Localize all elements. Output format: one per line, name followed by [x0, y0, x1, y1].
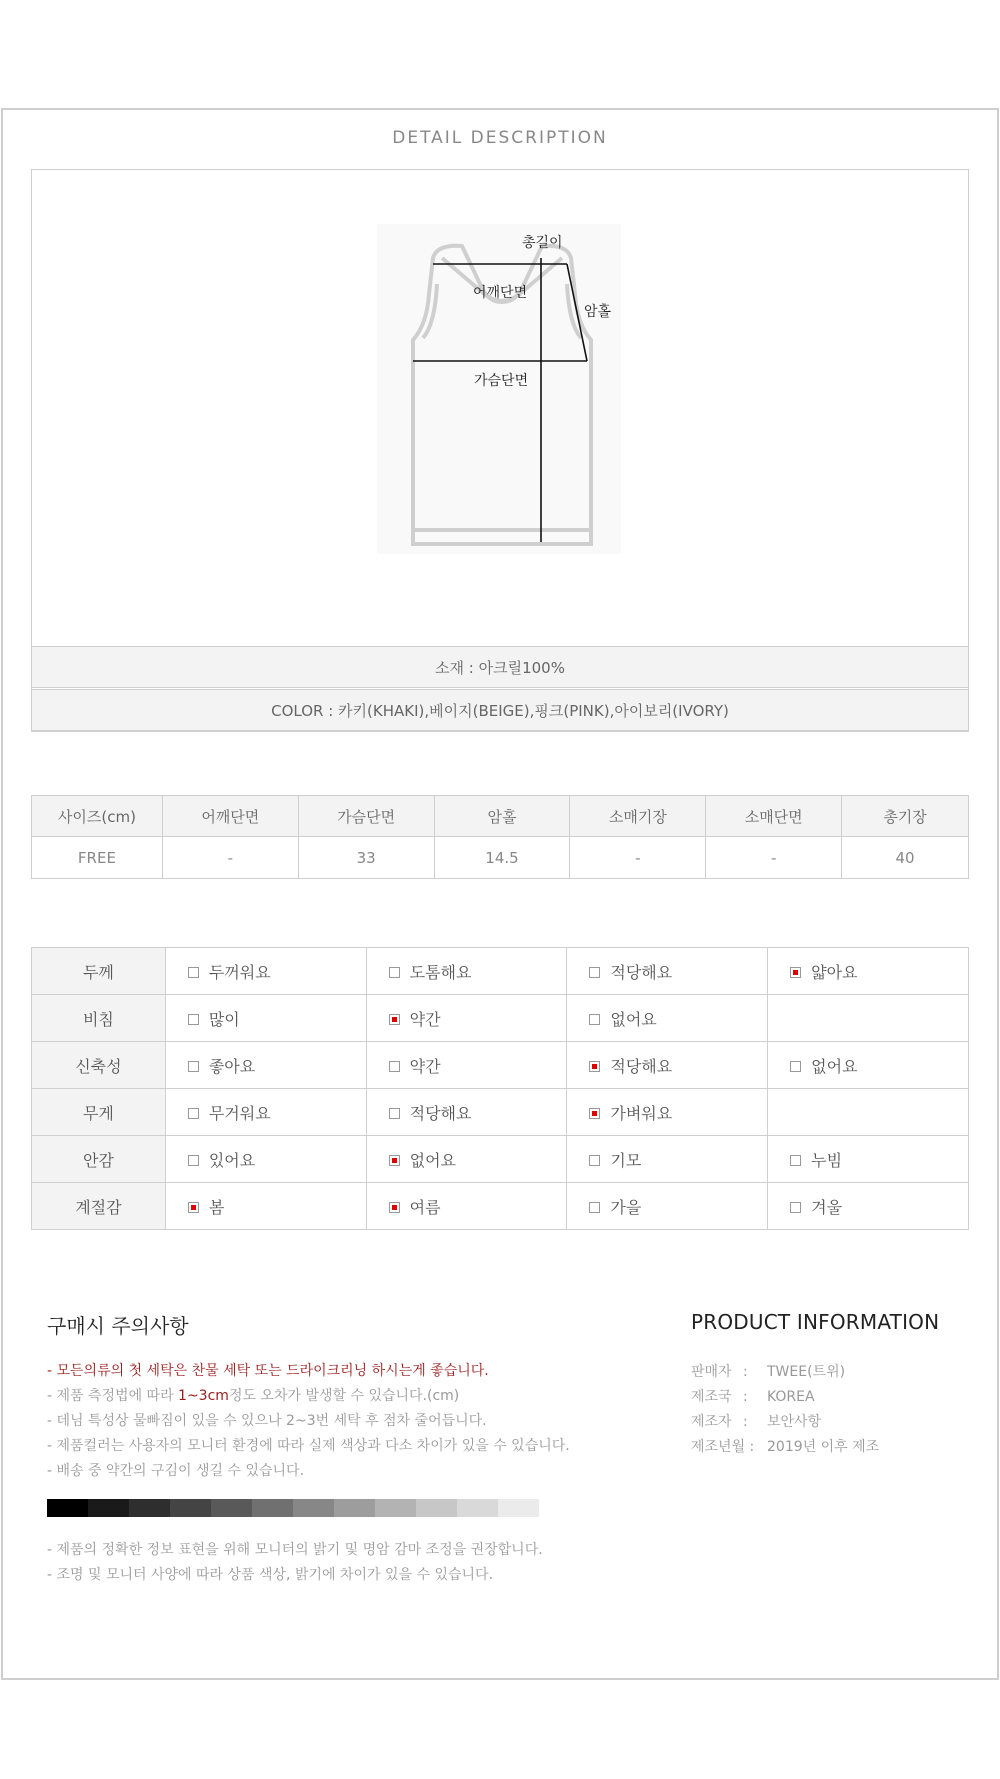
- checkbox-checked-icon[interactable]: [389, 1014, 400, 1025]
- gray-swatch: [293, 1499, 334, 1517]
- checkbox-checked-icon[interactable]: [389, 1202, 400, 1213]
- size-table-header: [32, 796, 969, 837]
- attr-option-empty: [768, 1089, 969, 1136]
- size-header-cell: 암홀: [434, 796, 570, 837]
- info-colon: :: [743, 1414, 748, 1430]
- notice-text: - 제품 측정법에 따라: [47, 1388, 179, 1404]
- attr-option[interactable]: [768, 1136, 969, 1183]
- attr-option[interactable]: [366, 995, 567, 1042]
- attr-option-text: 적당해요: [610, 962, 673, 982]
- attr-option-text: 가벼워요: [610, 1103, 673, 1123]
- attr-row-sheerness: [32, 995, 969, 1042]
- size-value-cell: FREE: [32, 837, 163, 879]
- attr-option-text: 기모: [610, 1150, 642, 1170]
- attr-row-lining: [32, 1136, 969, 1183]
- gray-swatch: [170, 1499, 211, 1517]
- checkbox-icon[interactable]: [389, 1061, 400, 1072]
- attr-option[interactable]: [567, 1042, 768, 1089]
- checkbox-icon[interactable]: [790, 1155, 801, 1166]
- attr-option[interactable]: [165, 995, 366, 1042]
- size-value-cell: 40: [842, 837, 969, 879]
- attr-option-text: 봄: [208, 1197, 225, 1217]
- attr-option[interactable]: [567, 1136, 768, 1183]
- checkbox-icon[interactable]: [589, 967, 600, 978]
- info-colon: :: [743, 1364, 748, 1380]
- attr-option-text: 가을: [610, 1197, 642, 1217]
- checkbox-icon[interactable]: [188, 1108, 199, 1119]
- info-key: 제조국: [691, 1389, 732, 1405]
- attr-option-text: 약간: [409, 1056, 441, 1076]
- attr-option-text: 적당해요: [610, 1056, 673, 1076]
- checkbox-icon[interactable]: [790, 1061, 801, 1072]
- attr-option-text: 없어요: [409, 1150, 456, 1170]
- notice-line: - 제품컬러는 사용자의 모니터 환경에 따라 실제 색상과 다소 차이가 있을 수 있습니다.: [47, 1438, 570, 1454]
- info-value: TWEE(트위): [767, 1364, 846, 1380]
- checkbox-icon[interactable]: [589, 1014, 600, 1025]
- size-header-cell: 총기장: [842, 796, 969, 837]
- gray-swatch: [334, 1499, 375, 1517]
- attr-option-text: 없어요: [610, 1009, 657, 1029]
- checkbox-checked-icon[interactable]: [589, 1061, 600, 1072]
- checkbox-checked-icon[interactable]: [589, 1108, 600, 1119]
- attr-row-season: [32, 1183, 969, 1230]
- attr-row-weight: [32, 1089, 969, 1136]
- gray-swatch: [47, 1499, 88, 1517]
- attr-option[interactable]: [768, 1042, 969, 1089]
- size-value-cell: -: [162, 837, 298, 879]
- attr-option[interactable]: [567, 1089, 768, 1136]
- info-key: 제조년월 :: [691, 1439, 755, 1455]
- info-value: KOREA: [767, 1389, 815, 1405]
- attr-option[interactable]: [366, 1042, 567, 1089]
- attr-option-empty: [768, 995, 969, 1042]
- section-title: DETAIL DESCRIPTION: [392, 128, 608, 148]
- notice-title: 구매시 주의사항: [47, 1314, 189, 1338]
- notice-line: - 모든의류의 첫 세탁은 찬물 세탁 또는 드라이크리닝 하시는게 좋습니다.: [47, 1363, 489, 1379]
- size-value-cell: 14.5: [434, 837, 570, 879]
- checkbox-checked-icon[interactable]: [790, 967, 801, 978]
- notice-line: - 데님 특성상 물빠짐이 있을 수 있으나 2~3번 세탁 후 점차 줄어듭니다.: [47, 1413, 487, 1429]
- size-header-cell: 사이즈(cm): [32, 796, 163, 837]
- info-seller: [691, 1360, 981, 1385]
- checkbox-checked-icon[interactable]: [188, 1202, 199, 1213]
- attr-option-text: 얇아요: [811, 962, 858, 982]
- attr-option[interactable]: [165, 1042, 366, 1089]
- attr-option[interactable]: [165, 1136, 366, 1183]
- attr-option-text: 많이: [208, 1009, 240, 1029]
- purchase-notice: [47, 1310, 647, 1484]
- attr-option-text: 두꺼워요: [208, 962, 271, 982]
- checkbox-icon[interactable]: [188, 1014, 199, 1025]
- attr-label: 신축성: [32, 1042, 166, 1089]
- attr-label: 두께: [32, 948, 166, 995]
- notice-line: - 조명 및 모니터 사양에 따라 상품 색상, 밝기에 차이가 있을 수 있습니다.: [47, 1567, 494, 1583]
- product-information: [691, 1310, 981, 1460]
- info-colon: :: [743, 1389, 748, 1405]
- size-table: [31, 795, 969, 879]
- info-maker: [691, 1410, 981, 1435]
- attr-option-text: 여름: [409, 1197, 441, 1217]
- checkbox-icon[interactable]: [790, 1202, 801, 1213]
- attr-label: 무게: [32, 1089, 166, 1136]
- gray-swatch: [416, 1499, 457, 1517]
- attr-option[interactable]: [768, 948, 969, 995]
- attr-row-stretch: [32, 1042, 969, 1089]
- info-key: 제조자: [691, 1414, 732, 1430]
- color-row: COLOR : 카키(KHAKI),베이지(BEIGE),핑크(PINK),아이보리(IVORY): [31, 689, 969, 731]
- attr-option[interactable]: [165, 1089, 366, 1136]
- size-value-cell: 33: [298, 837, 434, 879]
- notice-line: [47, 1384, 647, 1409]
- checkbox-icon[interactable]: [389, 967, 400, 978]
- checkbox-icon[interactable]: [589, 1155, 600, 1166]
- attribute-table: [31, 947, 969, 1230]
- table-row: [32, 837, 969, 879]
- checkbox-icon[interactable]: [389, 1108, 400, 1119]
- attr-option-text: 있어요: [208, 1150, 256, 1170]
- notice-line: - 배송 중 약간의 구김이 생길 수 있습니다.: [47, 1463, 305, 1479]
- attr-option[interactable]: [165, 1183, 366, 1230]
- attr-option[interactable]: [567, 995, 768, 1042]
- attr-option[interactable]: [567, 948, 768, 995]
- attr-option[interactable]: [366, 1089, 567, 1136]
- material-row: 소재 : 아크릴100%: [31, 646, 969, 688]
- size-header-cell: 소매기장: [570, 796, 706, 837]
- info-date: [691, 1435, 981, 1460]
- info-country: [691, 1385, 981, 1410]
- size-value-cell: -: [706, 837, 842, 879]
- attr-option-text: 겨울: [811, 1197, 843, 1217]
- notice-line: - 제품의 정확한 정보 표현을 위해 모니터의 밝기 및 명암 감마 조정을 권장합니다.: [47, 1542, 543, 1558]
- attr-label: 계절감: [32, 1183, 166, 1230]
- attr-option-text: 무거워요: [208, 1103, 271, 1123]
- attr-option[interactable]: [366, 948, 567, 995]
- attr-row-thickness: [32, 948, 969, 995]
- checkbox-icon[interactable]: [589, 1202, 600, 1213]
- attr-label: 비침: [32, 995, 166, 1042]
- notice-highlight: 1~3cm: [178, 1388, 229, 1404]
- checkbox-icon[interactable]: [188, 967, 199, 978]
- attr-option[interactable]: [366, 1183, 567, 1230]
- attr-option-text: 적당해요: [409, 1103, 472, 1123]
- attr-option-text: 없어요: [811, 1056, 858, 1076]
- gray-swatch: [211, 1499, 252, 1517]
- attr-option[interactable]: [768, 1183, 969, 1230]
- product-info-title: PRODUCT INFORMATION: [691, 1310, 940, 1334]
- grayscale-swatch-bar: [47, 1499, 539, 1517]
- attr-option[interactable]: [366, 1136, 567, 1183]
- gray-swatch: [457, 1499, 498, 1517]
- attr-option-text: 누빔: [811, 1150, 843, 1170]
- label-total-length: 총길이: [522, 235, 563, 251]
- info-value: 보안사항: [767, 1414, 822, 1430]
- gray-swatch: [129, 1499, 170, 1517]
- gray-swatch: [88, 1499, 129, 1517]
- gray-swatch: [498, 1499, 539, 1517]
- attr-option[interactable]: [567, 1183, 768, 1230]
- info-value: 2019년 이후 제조: [767, 1439, 880, 1455]
- monitor-notice: [47, 1538, 543, 1588]
- size-header-cell: 가슴단면: [298, 796, 434, 837]
- gray-swatch: [252, 1499, 293, 1517]
- notice-text: 정도 오차가 발생할 수 있습니다.(cm): [228, 1388, 460, 1404]
- attr-option[interactable]: [165, 948, 366, 995]
- size-header-cell: 소매단면: [706, 796, 842, 837]
- info-key: 판매자: [691, 1364, 732, 1380]
- attr-option-text: 좋아요: [208, 1056, 256, 1076]
- label-armhole: 암홀: [584, 304, 612, 320]
- label-chest: 가슴단면: [474, 373, 529, 389]
- attr-option-text: 약간: [409, 1009, 441, 1029]
- checkbox-checked-icon[interactable]: [389, 1155, 400, 1166]
- gray-swatch: [375, 1499, 416, 1517]
- size-value-cell: -: [570, 837, 706, 879]
- attr-option-text: 도톰해요: [409, 962, 472, 982]
- attr-label: 안감: [32, 1136, 166, 1183]
- checkbox-icon[interactable]: [188, 1061, 199, 1072]
- label-shoulder: 어깨단면: [473, 285, 528, 301]
- checkbox-icon[interactable]: [188, 1155, 199, 1166]
- size-header-cell: 어깨단면: [162, 796, 298, 837]
